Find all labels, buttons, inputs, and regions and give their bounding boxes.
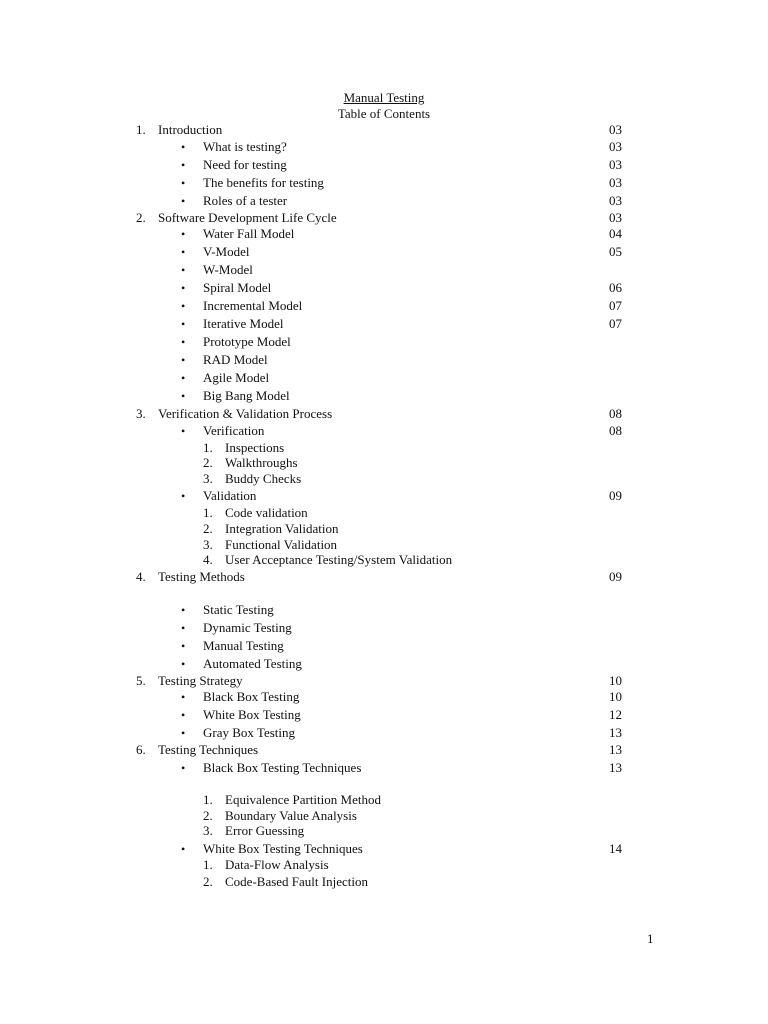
bullet-icon: •: [181, 603, 186, 617]
toc-entry: [0, 742, 768, 758]
bullet-icon: •: [181, 621, 186, 635]
toc-entry: [0, 760, 768, 776]
toc-entry-page: 03: [609, 193, 622, 208]
toc-entry-title: Manual Testing: [203, 638, 284, 653]
toc-entry-title: Verification: [203, 423, 265, 438]
toc-entry: [0, 244, 768, 260]
toc-entry-page: 07: [609, 316, 622, 331]
toc-entry: [0, 689, 768, 705]
bullet-icon: •: [181, 371, 186, 385]
bullet-icon: •: [181, 317, 186, 331]
toc-entry-title: Gray Box Testing: [203, 725, 296, 740]
bullet-icon: •: [181, 389, 186, 403]
toc-entry: [0, 857, 768, 873]
toc-entry: [0, 139, 768, 155]
bullet-icon: •: [181, 657, 186, 671]
toc-entry-page: 12: [609, 707, 622, 722]
bullet-icon: •: [181, 639, 186, 653]
bullet-icon: •: [181, 353, 186, 367]
toc-entry-number: 1.: [203, 505, 213, 520]
toc-entry: [0, 406, 768, 422]
toc-entry-title: Testing Strategy: [158, 673, 243, 688]
toc-entry-number: 2.: [203, 808, 213, 823]
toc-entry-page: 05: [609, 244, 622, 259]
toc-entry-title: Testing Methods: [158, 569, 245, 584]
toc-entry: [0, 707, 768, 723]
toc-entry-page: 08: [609, 423, 622, 438]
toc-entry-page: 03: [609, 157, 622, 172]
toc-entry-title: Prototype Model: [203, 334, 291, 349]
toc-entry-title: Water Fall Model: [203, 226, 295, 241]
toc-entry-title: Validation: [203, 488, 257, 503]
bullet-icon: •: [181, 424, 186, 438]
toc-entry-title: Big Bang Model: [203, 388, 290, 403]
toc-entry-number: 4.: [136, 569, 146, 584]
toc-entry-page: 03: [609, 122, 622, 137]
toc-entry: [0, 157, 768, 173]
toc-entry-title: Functional Validation: [225, 537, 338, 552]
toc-entry-title: Software Development Life Cycle: [158, 210, 337, 225]
toc-entry-page: 09: [609, 488, 622, 503]
toc-entry: [0, 471, 768, 487]
toc-entry-title: Testing Techniques: [158, 742, 259, 757]
toc-entry-number: 3.: [136, 406, 146, 421]
toc-entry: [0, 423, 768, 439]
toc-entry: [0, 874, 768, 890]
toc-entry-number: 5.: [136, 673, 146, 688]
toc-entry-title: Integration Validation: [225, 521, 339, 536]
toc-entry-title: Static Testing: [203, 602, 274, 617]
toc-heading: Table of Contents: [337, 106, 431, 121]
toc-entry-title: Black Box Testing: [203, 689, 300, 704]
toc-entry-title: Code-Based Fault Injection: [225, 874, 368, 889]
toc-entry-page: 13: [609, 760, 622, 775]
bullet-icon: •: [181, 140, 186, 154]
toc-entry-title: Inspections: [225, 440, 285, 455]
toc-entry-title: Buddy Checks: [225, 471, 302, 486]
toc-entry: [0, 440, 768, 456]
toc-entry-number: 2.: [203, 521, 213, 536]
toc-entry-number: 3.: [203, 537, 213, 552]
toc-entry-title: W-Model: [203, 262, 253, 277]
toc-entry-title: What is testing?: [203, 139, 287, 154]
toc-entry-number: 2.: [203, 874, 213, 889]
toc-entry-page: 13: [609, 725, 622, 740]
toc-entry: [0, 602, 768, 618]
toc-entry-page: 07: [609, 298, 622, 313]
toc-entry-page: 13: [609, 742, 622, 757]
toc-entry: [0, 280, 768, 296]
bullet-icon: •: [181, 726, 186, 740]
toc-entry-title: Boundary Value Analysis: [225, 808, 357, 823]
toc-entry: [0, 823, 768, 839]
toc-entry: [0, 175, 768, 191]
toc-entry: [0, 521, 768, 537]
document-title: Manual Testing: [343, 90, 425, 105]
toc-entry-number: 6.: [136, 742, 146, 757]
toc-entry-page: 14: [609, 841, 622, 856]
toc-entry-page: 04: [609, 226, 622, 241]
toc-entry-page: 03: [609, 175, 622, 190]
toc-entry-page: 03: [609, 139, 622, 154]
bullet-icon: •: [181, 708, 186, 722]
toc-entry: [0, 388, 768, 404]
toc-entry: [0, 226, 768, 242]
toc-entry-number: 1.: [203, 440, 213, 455]
toc-entry-title: White Box Testing: [203, 707, 301, 722]
toc-entry-title: Black Box Testing Techniques: [203, 760, 362, 775]
toc-entry-title: Automated Testing: [203, 656, 302, 671]
toc-entry-page: 08: [609, 406, 622, 421]
toc-entry-number: 2.: [136, 210, 146, 225]
bullet-icon: •: [181, 263, 186, 277]
toc-entry-title: Spiral Model: [203, 280, 272, 295]
toc-entry: [0, 792, 768, 808]
toc-entry-title: Data-Flow Analysis: [225, 857, 329, 872]
toc-entry-title: White Box Testing Techniques: [203, 841, 363, 856]
toc-entry-title: Dynamic Testing: [203, 620, 292, 635]
bullet-icon: •: [181, 194, 186, 208]
toc-entry-page: 10: [609, 673, 622, 688]
bullet-icon: •: [181, 690, 186, 704]
toc-entry-title: Introduction: [158, 122, 223, 137]
toc-entry: [0, 298, 768, 314]
toc-entry-title: Code validation: [225, 505, 308, 520]
toc-entry-title: Need for testing: [203, 157, 287, 172]
toc-entry-number: 4.: [203, 552, 213, 567]
toc-entry: [0, 316, 768, 332]
toc-entry: [0, 352, 768, 368]
toc-entry-page: 06: [609, 280, 622, 295]
toc-entry: [0, 455, 768, 471]
toc-entry-page: 10: [609, 689, 622, 704]
bullet-icon: •: [181, 281, 186, 295]
toc-entry-title: Equivalence Partition Method: [225, 792, 381, 807]
toc-entry: [0, 210, 768, 226]
toc-entry-title: User Acceptance Testing/System Validation: [225, 552, 453, 567]
bullet-icon: •: [181, 489, 186, 503]
toc-entry: [0, 262, 768, 278]
toc-entry: [0, 569, 768, 585]
toc-entry-page: 03: [609, 210, 622, 225]
toc-entry-title: Walkthroughs: [225, 455, 298, 470]
toc-entry: [0, 537, 768, 553]
bullet-icon: •: [181, 176, 186, 190]
toc-entry: [0, 370, 768, 386]
toc-entry: [0, 808, 768, 824]
bullet-icon: •: [181, 227, 186, 241]
toc-entry-title: RAD Model: [203, 352, 268, 367]
toc-entry-title: Agile Model: [203, 370, 270, 385]
bullet-icon: •: [181, 761, 186, 775]
toc-entry-number: 1.: [136, 122, 146, 137]
toc-entry-title: Verification & Validation Process: [158, 406, 333, 421]
bullet-icon: •: [181, 335, 186, 349]
toc-entry: [0, 488, 768, 504]
bullet-icon: •: [181, 158, 186, 172]
toc-entry: [0, 505, 768, 521]
toc-entry: [0, 620, 768, 636]
toc-entry-number: 1.: [203, 857, 213, 872]
toc-entry-number: 3.: [203, 823, 213, 838]
bullet-icon: •: [181, 299, 186, 313]
toc-entry: [0, 656, 768, 672]
toc-entry: [0, 673, 768, 689]
toc-entry-page: 09: [609, 569, 622, 584]
toc-entry-title: V-Model: [203, 244, 250, 259]
toc-entry-title: Incremental Model: [203, 298, 303, 313]
toc-entry: [0, 841, 768, 857]
toc-entry-title: Error Guessing: [225, 823, 305, 838]
toc-entry: [0, 552, 768, 568]
toc-entry-number: 2.: [203, 455, 213, 470]
toc-entry-title: Iterative Model: [203, 316, 284, 331]
bullet-icon: •: [181, 245, 186, 259]
toc-entry: [0, 334, 768, 350]
bullet-icon: •: [181, 842, 186, 856]
toc-entry: [0, 122, 768, 138]
toc-entry: [0, 725, 768, 741]
toc-entry-number: 1.: [203, 792, 213, 807]
toc-entry: [0, 638, 768, 654]
toc-entry-title: The benefits for testing: [203, 175, 324, 190]
page-number: 1: [647, 931, 654, 946]
toc-entry-title: Roles of a tester: [203, 193, 288, 208]
toc-entry-number: 3.: [203, 471, 213, 486]
toc-entry: [0, 193, 768, 209]
